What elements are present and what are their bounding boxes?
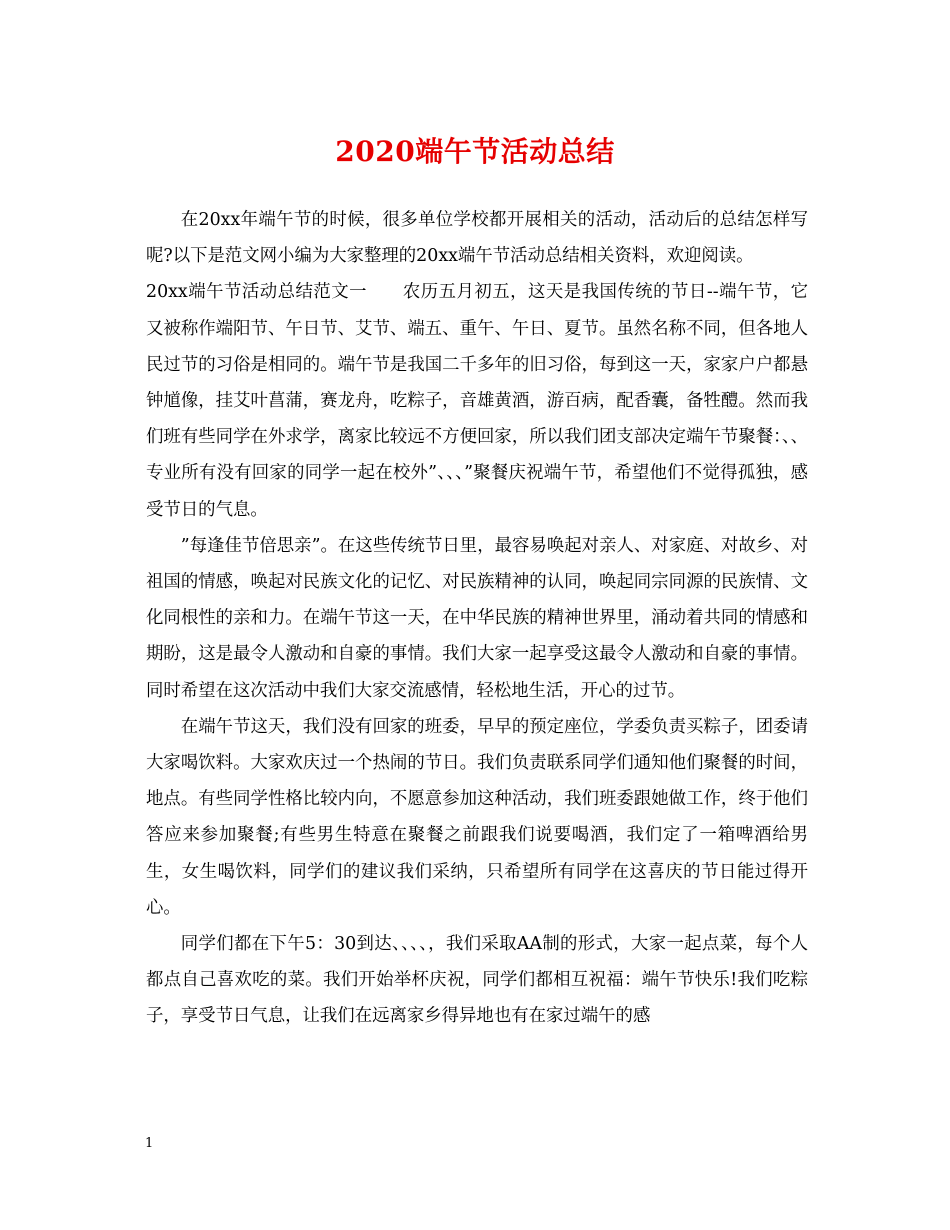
- document-body: [146, 202, 808, 1035]
- page-number: 1: [145, 1136, 154, 1151]
- intro-paragraph: 在20xx年端午节的时候，很多单位学校都开展相关的活动，活动后的总结怎样写呢?以下是范文网小编为大家整理的20xx端午节活动总结相关资料，欢迎阅读。: [146, 210, 808, 267]
- body-paragraph-2: ”每逢佳节倍思亲”。在这些传统节日里，最容易唤起对亲人、对家庭、对故乡、对祖国的情感，唤起对民族文化的记忆、对民族精神的认同，唤起同宗同源的民族情、文化同根性的亲和力。在端午节这一天，在中华民族的精神世界里，涌动着共同的情感和期盼，这是最令人激动和自豪的事情。我们大家一起享受这最令人激动和自豪的事情。同时希望在这次活动中我们大家交流感情，轻松地生活，开心的过节。: [146, 535, 808, 701]
- body-paragraph-1: 20xx端午节活动总结范文一 农历五月初五，这天是我国传统的节日--端午节，它又被称作端阳节、午日节、艾节、端五、重午、午日、夏节。虽然名称不同，但各地人民过节的习俗是相同的。端午节是我国二千多年的旧习俗，每到这一天，家家户户都悬钟馗像，挂艾叶菖蒲，赛龙舟，吃粽子，音雄黄酒，游百病，配香囊，备牲醴。然而我们班有些同学在外求学，离家比较远不方便回家，所以我们团支部决定端午节聚餐：、、专业所有没有回家的同学一起在校外”、、、”聚餐庆祝端午节，希望他们不觉得孤独，感受节日的气息。: [146, 282, 808, 520]
- body-paragraph-3: 在端午节这天，我们没有回家的班委，早早的预定座位，学委负责买粽子，团委请大家喝饮料。大家欢庆过一个热闹的节日。我们负责联系同学们通知他们聚餐的时间，地点。有些同学性格比较内向，不愿意参加这种活动，我们班委跟她做工作，终于他们答应来参加聚餐;有些男生特意在聚餐之前跟我们说要喝酒，我们定了一箱啤酒给男生，女生喝饮料，同学们的建议我们采纳，只希望所有同学在这喜庆的节日能过得开心。: [146, 716, 808, 918]
- body-paragraph-4: 同学们都在下午5：30到达、、、、，我们采取AA制的形式，大家一起点菜，每个人都点自己喜欢吃的菜。我们开始举杯庆祝，同学们都相互祝福：端午节快乐!我们吃粽子，享受节日气息，让我们在远离家乡得异地也有在家过端午的感: [146, 934, 808, 1027]
- document-title: 2020端午节活动总结: [335, 135, 615, 168]
